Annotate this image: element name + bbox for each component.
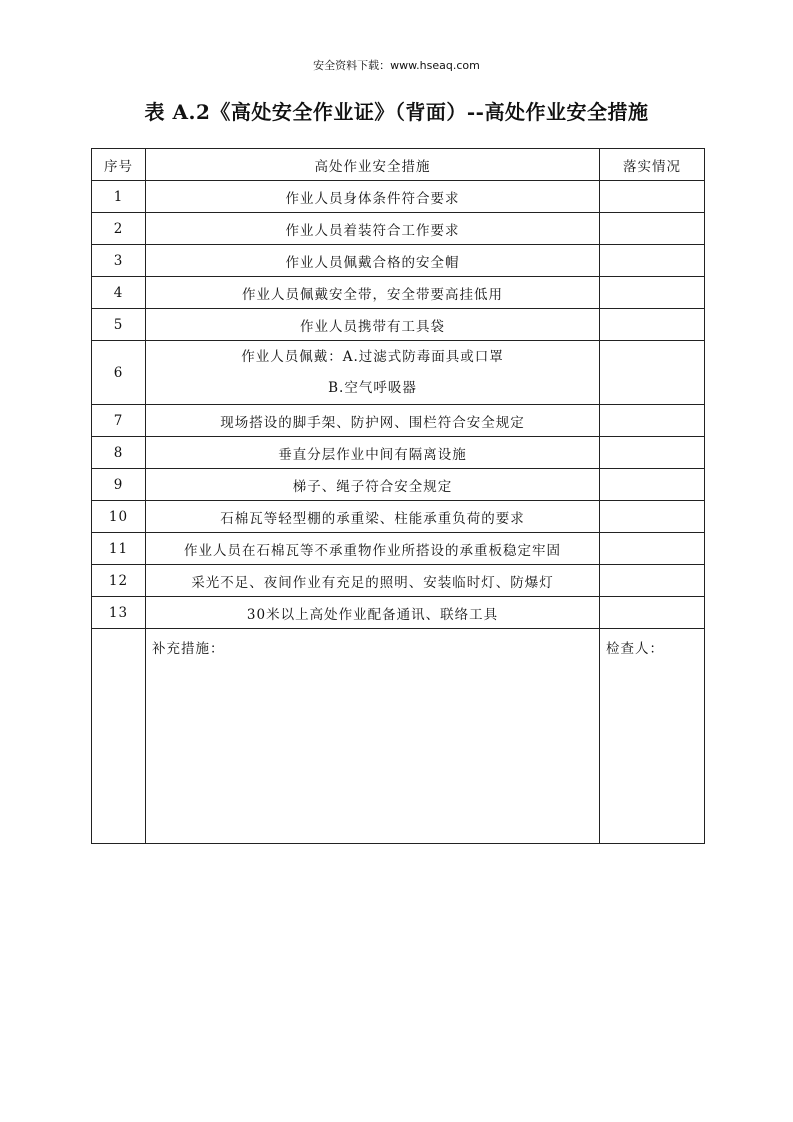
table-row bbox=[92, 565, 705, 597]
row-measure bbox=[146, 341, 600, 405]
row-status-cell[interactable] bbox=[600, 245, 705, 277]
inspector-cell[interactable] bbox=[600, 629, 705, 844]
table-row bbox=[92, 469, 705, 501]
row-measure: 垂直分层作业中间有隔离设施 bbox=[146, 437, 600, 469]
table-row bbox=[92, 309, 705, 341]
inspector-label: 检查人： bbox=[606, 641, 664, 657]
table-row bbox=[92, 533, 705, 565]
row-status-cell[interactable] bbox=[600, 309, 705, 341]
row-number: 13 bbox=[92, 597, 146, 629]
row-measure: 30米以上高处作业配备通讯、联络工具 bbox=[146, 597, 600, 629]
row-number: 8 bbox=[92, 437, 146, 469]
row-status-cell[interactable] bbox=[600, 565, 705, 597]
row-number: 10 bbox=[92, 501, 146, 533]
row-status-cell[interactable] bbox=[600, 437, 705, 469]
row-status-cell[interactable] bbox=[600, 405, 705, 437]
safety-measures-table bbox=[91, 148, 705, 844]
table-row bbox=[92, 501, 705, 533]
row-measure: 作业人员在石棉瓦等不承重物作业所搭设的承重板稳定牢固 bbox=[146, 533, 600, 565]
table-row bbox=[92, 597, 705, 629]
table-row bbox=[92, 437, 705, 469]
row-measure-line-1: 作业人员佩戴：A.过滤式防毒面具或口罩 bbox=[241, 348, 504, 365]
row-status-cell[interactable] bbox=[600, 181, 705, 213]
row-number: 3 bbox=[92, 245, 146, 277]
column-header-measure: 高处作业安全措施 bbox=[146, 149, 600, 181]
supplementary-measures-cell[interactable] bbox=[146, 629, 600, 844]
row-number: 7 bbox=[92, 405, 146, 437]
row-status-cell[interactable] bbox=[600, 501, 705, 533]
row-measure: 作业人员着装符合工作要求 bbox=[146, 213, 600, 245]
row-status-cell[interactable] bbox=[600, 277, 705, 309]
table-row bbox=[92, 245, 705, 277]
table-row bbox=[92, 181, 705, 213]
row-status-cell[interactable] bbox=[600, 341, 705, 405]
column-header-no: 序号 bbox=[92, 149, 146, 181]
row-number: 9 bbox=[92, 469, 146, 501]
row-measure: 作业人员身体条件符合要求 bbox=[146, 181, 600, 213]
row-number: 1 bbox=[92, 181, 146, 213]
row-measure: 采光不足、夜间作业有充足的照明、安装临时灯、防爆灯 bbox=[146, 565, 600, 597]
row-measure: 现场搭设的脚手架、防护网、围栏符合安全规定 bbox=[146, 405, 600, 437]
row-number: 5 bbox=[92, 309, 146, 341]
supplementary-row bbox=[92, 629, 705, 844]
row-measure: 作业人员佩戴安全带，安全带要高挂低用 bbox=[146, 277, 600, 309]
row-measure: 梯子、绳子符合安全规定 bbox=[146, 469, 600, 501]
row-number: 11 bbox=[92, 533, 146, 565]
row-status-cell[interactable] bbox=[600, 533, 705, 565]
row-number: 6 bbox=[92, 341, 146, 405]
row-status-cell[interactable] bbox=[600, 597, 705, 629]
supplementary-blank-cell bbox=[92, 629, 146, 844]
table-row bbox=[92, 405, 705, 437]
table-row bbox=[92, 341, 705, 405]
row-status-cell[interactable] bbox=[600, 213, 705, 245]
column-header-status: 落实情况 bbox=[600, 149, 705, 181]
page-header: 安全资料下载：www.hseaq.com bbox=[313, 59, 480, 72]
document-title: 表 A.2《高处安全作业证》（背面）--高处作业安全措施 bbox=[144, 100, 649, 124]
supplementary-measures-label: 补充措施： bbox=[152, 641, 225, 657]
row-number: 12 bbox=[92, 565, 146, 597]
row-measure-line-2: B.空气呼吸器 bbox=[328, 379, 417, 396]
row-number: 4 bbox=[92, 277, 146, 309]
row-status-cell[interactable] bbox=[600, 469, 705, 501]
row-measure: 作业人员携带有工具袋 bbox=[146, 309, 600, 341]
table-header-row bbox=[92, 149, 705, 181]
table-row bbox=[92, 213, 705, 245]
table-row bbox=[92, 277, 705, 309]
row-measure: 石棉瓦等轻型棚的承重梁、柱能承重负荷的要求 bbox=[146, 501, 600, 533]
row-number: 2 bbox=[92, 213, 146, 245]
row-measure: 作业人员佩戴合格的安全帽 bbox=[146, 245, 600, 277]
